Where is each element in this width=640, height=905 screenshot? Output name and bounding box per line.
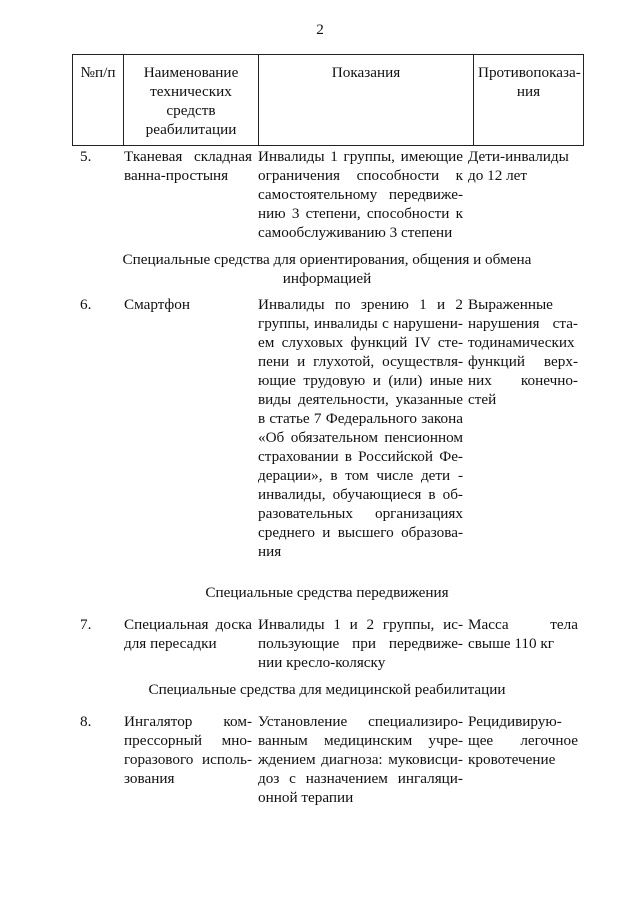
row-number: 6. bbox=[80, 296, 92, 313]
row-indications: Инвалиды 1 и 2 группы, ис-пользующие при передвиже-нии кресло-коляску bbox=[258, 616, 463, 671]
row-contraindications: Дети-инвалиды до 12 лет bbox=[468, 148, 569, 184]
page-number: 2 bbox=[316, 21, 324, 38]
row-contraindications: Рецидивирую-щее легочное кровотечение bbox=[468, 713, 578, 768]
row-contraindications: Масса тела свыше 110 кг bbox=[468, 616, 578, 652]
row-number: 5. bbox=[80, 148, 92, 165]
row-number: 8. bbox=[80, 713, 92, 730]
row-indications: Установление специализиро-ванным медицинским учре-ждением диагноза: муковисци-доз с назначением ингаляци-онной терапии bbox=[258, 713, 463, 806]
section-heading-medical: Специальные средства для медицинской реабилитации bbox=[148, 681, 506, 698]
row-contraindications: Выраженные нарушения ста-тодинамических функций верх-них конечно-стей bbox=[468, 296, 578, 408]
table-header bbox=[72, 54, 584, 146]
header-contraindications: Противопоказа-ния bbox=[474, 55, 584, 146]
row-name: Тканевая складная ванна-простыня bbox=[124, 148, 252, 184]
row-indications: Инвалиды 1 группы, имеющие ограничения способности к самостоятельному передвиже-нию 3 степени, способности к самообслуживанию 3 степени bbox=[258, 148, 463, 241]
header-indications: Показания bbox=[259, 55, 474, 146]
header-number: №п/п bbox=[73, 55, 124, 146]
row-number: 7. bbox=[80, 616, 92, 633]
row-name: Ингалятор ком-прессорный мно-горазового исполь-зования bbox=[124, 713, 252, 787]
row-indications: Инвалиды по зрению 1 и 2 группы, инвалиды с нарушени-ем слуховых функций IV сте-пени и глухотой, осуществля-ющие трудовую и (или) иные виды деятельности, указанные в статье 7 Федерального закона «Об обязательном пенсионном страховании в Российской Фе-дерации», в том числе дети - инвалиды, обучающиеся в об-разовательных организациях среднего и высшего образова-ния bbox=[258, 296, 463, 560]
row-name: Специальная доска для пересадки bbox=[124, 616, 252, 652]
header-name: Наименование технических средств реабилитации bbox=[124, 55, 259, 146]
section-heading-movement: Специальные средства передвижения bbox=[205, 584, 449, 601]
row-name: Смартфон bbox=[124, 296, 190, 313]
section-heading-orientation: Специальные средства для ориентирования, общения и обмена информацией bbox=[122, 251, 532, 287]
